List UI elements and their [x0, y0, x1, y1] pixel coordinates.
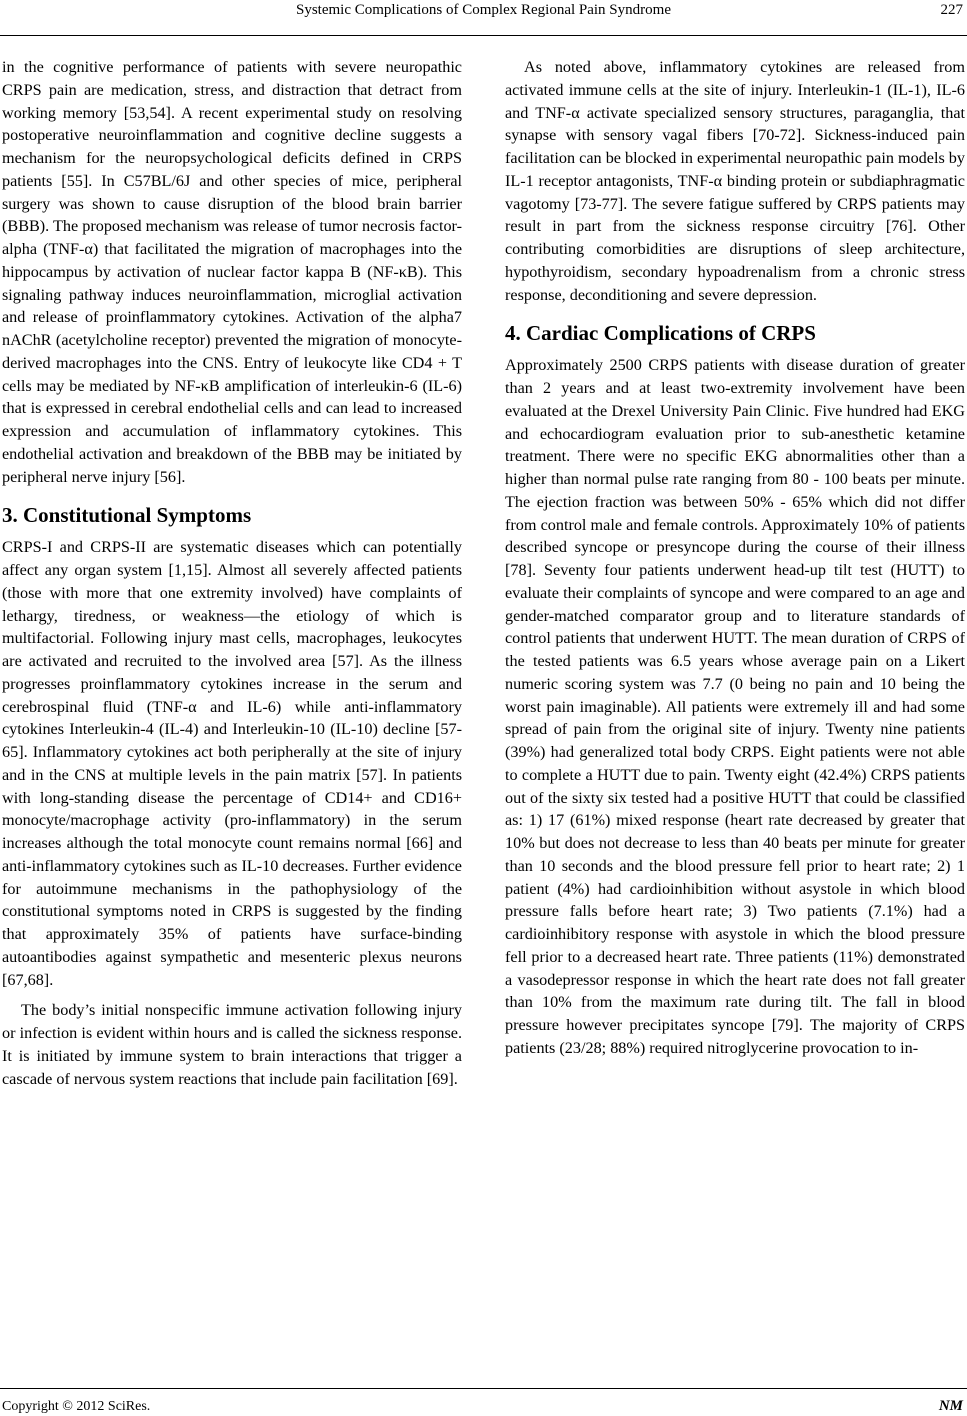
copyright-notice: Copyright © 2012 SciRes.: [2, 1399, 151, 1414]
page-footer: [0, 1388, 967, 1416]
section-heading-cardiac-complications: 4. Cardiac Complications of CRPS: [505, 321, 816, 346]
left-paragraph-1: in the cognitive performance of patients with severe neuropathic CRPS pain are medication, stress, and distraction that detract from working memory [53,54]. A recent experimental study on resolving postoperative neuroinflammation and cognitive decline suggests a mechanism for the neuropsychological deficits defined in CRPS patients [55]. In C57BL/6J and other species of mice, peripheral surgery was shown to cause disruption of the blood brain barrier (BBB). The proposed mechanism was release of tumor necrosis factor-alpha (TNF-α) that facilitated the migration of macrophages into the hippocampus by activation of nuclear factor kappa B (NF-κB). This signaling pathway induces neuroinflammation, microglial activation and release of proinflammatory cytokines. Activation of the alpha7 nAChR (acetylcholine receptor) prevented the migration of monocyte-derived macrophages into the CNS. Entry of leukocyte like CD4 + T cells may be mediated by NF-κB amplification of interleukin-6 (IL-6) that is expressed in cerebral endothelial cells and can lead to increased expression and accumulation of inflammatory cytokines. This endothelial activation and breakdown of the BBB may be initiated by peripheral nerve injury [56].: [2, 58, 462, 486]
journal-abbreviation: NM: [938, 1398, 963, 1414]
right-column: [505, 56, 965, 1060]
page-header: [0, 0, 967, 36]
section-heading-constitutional-symptoms: 3. Constitutional Symptoms: [2, 503, 252, 528]
running-title: Systemic Complications of Complex Regional Pain Syndrome: [296, 2, 671, 18]
left-column: [2, 56, 462, 1090]
left-paragraph-2: CRPS-I and CRPS-II are systematic diseases which can potentially affect any organ system [1,15]. Almost all severely affected patients (those with more that one extremity involved) have complaints of lethargy, tiredness, or weakness—the etiology of which is multifactorial. Following injury mast cells, macrophages, leukocytes are activated and recruited to the involved area [57]. As the illness progresses proinflammatory cytokines increase in the serum and cerebrospinal fluid (TNF-α and IL-6) while anti-inflammatory cytokines Interleukin-4 (IL-4) and Interleukin-10 (IL-10) decline [57-65]. Inflammatory cytokines act both peripherally at the site of injury and in the CNS at multiple levels in the pain matrix [57]. In patients with long-standing disease the percentage of CD14+ and CD16+ monocyte/macrophage activity (pro-inflammatory) in the serum increases although the total monocyte count remains normal [66] and anti-inflammatory cytokines such as IL-10 decreases. Further evidence for autoimmune mechanisms in the pathophysiology of the constitutional symptoms noted in CRPS is suggested by the finding that approximately 35% of patients have surface-binding autoantibodies against sympathetic and mesenteric plexus neurons [67,68].: [2, 538, 462, 989]
right-paragraph-2: Approximately 2500 CRPS patients with disease duration of greater than 2 years and at least two-extremity involvement have been evaluated at the Drexel University Pain Clinic. Five hundred had EKG and echocardiogram evaluation prior to sub-anesthetic ketamine treatment. There were no specific EKG abnormalities other than a higher than normal pulse rate ranging from 80 - 100 beats per minute. The ejection fraction was between 50% - 65% which did not differ from control male and female controls. Approximately 10% of patients described syncope or presyncope during the course of their illness [78]. Seventy four patients underwent head-up tilt test (HUTT) to evaluate their complaints of syncope and were compared to an age and gender-matched comparator group and to literature standards of control patients that underwent HUTT. The mean duration of CRPS of the tested patients was 6.5 years whose average pain on a Likert numeric scoring system was 7.7 (0 being no pain and 10 being the worst pain imaginable). All patients were extremely ill and had some spread of pain from the original site of injury. Twenty nine patients (39%) had generalized total body CRPS. Eight patients were not able to complete a HUTT due to pain. Twenty eight (42.4%) CRPS patients out of the sixty six tested had a positive HUTT that could be classified as: 1) 17 (61%) mixed response (heart rate decreased by greater that 10% but does not decrease to less than 40 beats per minute for greater than 10 seconds and the blood pressure fell prior to heart rate; 2) 1 patient (4%) had cardioinhibition without asystole in which blood pressure falls before heart rate; 3) Two patients (7.1%) had a cardioinhibitory response with asystole in which the blood pressure fell prior to a decreased heart rate. Three patients (11%) demonstrated a vasodepressor response in which the heart rate does not fall greater than 10% from the maximum rate during tilt. The fall in blood pressure however precipitates syncope [79]. The majority of CRPS patients (23/28; 88%) required nitroglycerine provocation to in-: [505, 356, 965, 1057]
page-number: 227: [940, 2, 963, 18]
right-paragraph-1: As noted above, inflammatory cytokines are released from activated immune cells at the site of injury. Interleukin-1 (IL-1), IL-6 and TNF-α activate specialized sensory structures, paraganglia, that synapse with sensory vagal fibers [70-72]. Sickness-induced pain facilitation can be blocked in experimental neuropathic pain models by IL-1 receptor antagonists, TNF-α binding protein or subdiaphragmatic vagotomy [73-77]. The severe fatigue suffered by CRPS patients may result in part from the sickness response circuitry [76]. Other contributing comorbidities are disruptions of sleep architecture, hypothyroidism, secondary hypoadrenalism from a chronic stress response, deconditioning and severe depression.: [505, 58, 965, 304]
left-paragraph-3: The body’s initial nonspecific immune activation following injury or infection is evident within hours and is called the sickness response. It is initiated by immune system to brain interactions that trigger a cascade of nervous system reactions that include pain facilitation [69].: [2, 1001, 462, 1088]
